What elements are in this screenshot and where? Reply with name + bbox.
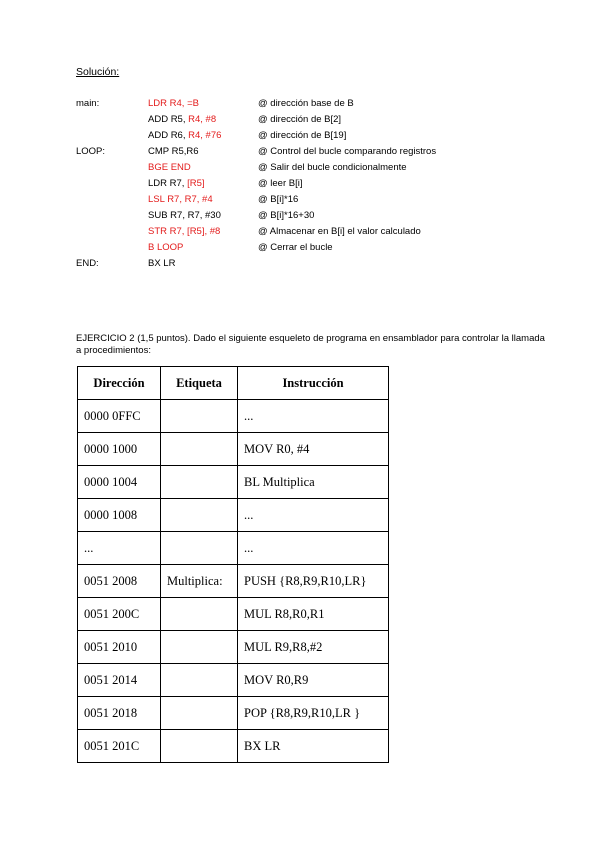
code-comment: @ Cerrar el bucle (258, 242, 333, 253)
code-comment: @ dirección base de B (258, 98, 354, 109)
table-row (78, 400, 389, 433)
cell-instruccion: BX LR (238, 730, 389, 763)
cell-etiqueta (161, 499, 238, 532)
code-comment: @ B[i]*16 (258, 194, 299, 205)
exercise-statement: EJERCICIO 2 (1,5 puntos). Dado el siguiente esqueleto de programa en ensamblador para controlar la llamada a procedimientos: (76, 333, 545, 356)
cell-etiqueta (161, 631, 238, 664)
table-row (78, 598, 389, 631)
code-comment: @ dirección de B[2] (258, 114, 342, 125)
cell-direccion: ... (78, 532, 161, 565)
code-label: END: (76, 258, 99, 269)
cell-etiqueta (161, 400, 238, 433)
code-instruction (148, 256, 175, 272)
cell-instruccion: ... (238, 532, 389, 565)
code-instruction (148, 224, 220, 240)
instruction-segment: ADD R5, (148, 114, 189, 125)
table-row (78, 697, 389, 730)
cell-instruccion: MOV R0, #4 (238, 433, 389, 466)
code-instruction (148, 160, 191, 176)
table-row (78, 433, 389, 466)
instruction-segment: R4, #8 (188, 114, 217, 125)
code-instruction (148, 112, 216, 128)
instruction-segment: LSL R7, R7, #4 (148, 194, 213, 205)
cell-instruccion: MUL R9,R8,#2 (238, 631, 389, 664)
cell-direccion: 0000 1004 (78, 466, 161, 499)
cell-direccion: 0051 2018 (78, 697, 161, 730)
code-comment: @ Control del bucle comparando registros (258, 146, 437, 157)
cell-direccion: 0000 1008 (78, 499, 161, 532)
cell-instruccion: POP {R8,R9,R10,LR } (238, 697, 389, 730)
code-comment: @ Almacenar en B[i] el valor calculado (258, 226, 421, 237)
cell-etiqueta (161, 433, 238, 466)
cell-etiqueta (161, 730, 238, 763)
code-instruction (148, 240, 183, 256)
code-instruction (148, 176, 205, 192)
code-instruction (148, 96, 199, 112)
instruction-segment: B LOOP (148, 242, 184, 253)
code-comment: @ B[i]*16+30 (258, 210, 315, 221)
cell-instruccion: MOV R0,R9 (238, 664, 389, 697)
code-instruction (148, 144, 199, 160)
instruction-segment: BGE END (148, 162, 191, 173)
cell-instruccion: ... (238, 400, 389, 433)
cell-direccion: 0051 201C (78, 730, 161, 763)
code-comment: @ leer B[i] (258, 178, 303, 189)
instruction-segment: LDR R7, (148, 178, 188, 189)
table-row (78, 499, 389, 532)
cell-instruccion: MUL R8,R0,R1 (238, 598, 389, 631)
cell-etiqueta (161, 664, 238, 697)
cell-etiqueta (161, 697, 238, 730)
table-row (78, 466, 389, 499)
table-row (78, 664, 389, 697)
cell-direccion: 0051 2008 (78, 565, 161, 598)
cell-etiqueta (161, 466, 238, 499)
cell-etiqueta: Multiplica: (161, 565, 238, 598)
header-instruccion: Instrucción (238, 367, 389, 400)
cell-etiqueta (161, 532, 238, 565)
cell-instruccion: BL Multiplica (238, 466, 389, 499)
code-comment: @ Salir del bucle condicionalmente (258, 162, 407, 173)
cell-direccion: 0051 2014 (78, 664, 161, 697)
header-direccion: Dirección (78, 367, 161, 400)
cell-direccion: 0051 2010 (78, 631, 161, 664)
table-row (78, 730, 389, 763)
table-row (78, 565, 389, 598)
table-header-row (78, 367, 389, 400)
code-instruction (148, 128, 221, 144)
code-comment: @ dirección de B[19] (258, 130, 347, 141)
cell-direccion: 0000 1000 (78, 433, 161, 466)
cell-instruccion: PUSH {R8,R9,R10,LR} (238, 565, 389, 598)
instruction-segment: CMP R5,R6 (148, 146, 199, 157)
instruction-segment: [R5] (187, 178, 205, 189)
instruction-segment: R4, #76 (188, 130, 222, 141)
cell-direccion: 0000 0FFC (78, 400, 161, 433)
instruction-segment: BX LR (148, 258, 176, 269)
instruction-segment: SUB R7, R7, #30 (148, 210, 221, 221)
code-instruction (148, 208, 221, 224)
code-instruction (148, 192, 213, 208)
table-row (78, 631, 389, 664)
code-label: main: (76, 98, 100, 109)
instruction-segment: LDR R4, =B (148, 98, 199, 109)
table-row (78, 532, 389, 565)
cell-etiqueta (161, 598, 238, 631)
procedure-table (77, 366, 389, 763)
solution-title: Solución: (76, 66, 120, 78)
cell-direccion: 0051 200C (78, 598, 161, 631)
cell-instruccion: ... (238, 499, 389, 532)
header-etiqueta: Etiqueta (161, 367, 238, 400)
code-label: LOOP: (76, 146, 106, 157)
instruction-segment: STR R7, [R5], #8 (148, 226, 221, 237)
instruction-segment: ADD R6, (148, 130, 189, 141)
